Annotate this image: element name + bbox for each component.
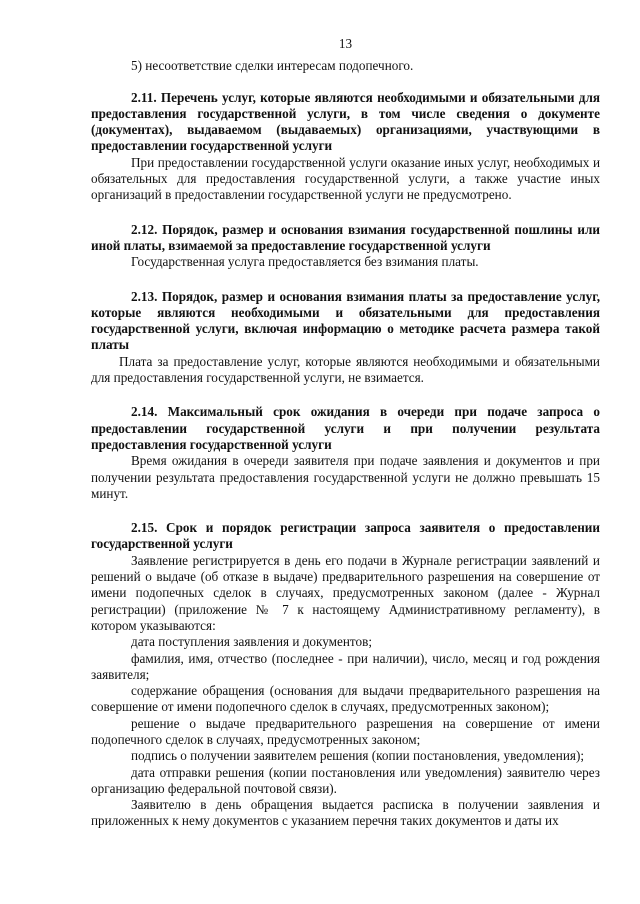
- section-paragraph: Государственная услуга предоставляется без взимания платы.: [131, 254, 479, 270]
- list-item: содержание обращения (основания для выдачи предварительного разрешения на совершение от имени подопечного сделок в случаях, предусмотренных законом);: [91, 683, 600, 715]
- list-item: подпись о получении заявителем решения (копии постановления, уведомления);: [131, 748, 584, 764]
- section-paragraph: Время ожидания в очереди заявителя при подаче заявления и документов и при получении результата предоставления государственной услуги не должно превышать 15 минут.: [91, 453, 600, 501]
- section-heading-2-15: 2.15. Срок и порядок регистрации запроса заявителя о предоставлении государственной услуги: [91, 520, 600, 552]
- section-paragraph: При предоставлении государственной услуги оказание иных услуг, необходимых и обязательных для предоставления государственной услуги, а также участие иных организаций в предоставлении государственной услуги не предусмотрено.: [91, 154, 600, 203]
- intro-line: 5) несоответствие сделки интересам подопечного.: [131, 58, 414, 74]
- section-paragraph: Заявителю в день обращения выдается расписка в получении заявления и приложенных к нему документов с указанием перечня таких документов и даты их: [91, 797, 600, 829]
- list-item: дата отправки решения (копии постановления или уведомления) заявителю через организацию федеральной почтовой связи).: [91, 764, 600, 796]
- list-item: дата поступления заявления и документов;: [131, 634, 372, 650]
- section-heading-2-11: 2.11. Перечень услуг, которые являются необходимыми и обязательными для предоставления государственной услуги, в том числе сведения о документе (документах), выдаваемом (выдаваемых) организациями, участвующими в предоставлении государственной услуги: [91, 89, 600, 154]
- section-heading-2-13: 2.13. Порядок, размер и основания взимания платы за предоставление услуг, которые являются необходимыми и обязательными для предоставления государственной услуги, включая информацию о методике расчета размера такой платы: [91, 288, 600, 353]
- list-item: решение о выдаче предварительного разрешения на совершение от имени подопечного сделок в случаях, предусмотренных законом;: [91, 715, 600, 747]
- section-paragraph: Заявление регистрируется в день его подачи в Журнале регистрации заявлений и решений о выдаче (об отказе в выдаче) предварительного разрешения на совершение от имени подопечных сделок в случаях, предусмотренных законом (далее - Журнал регистрации) (приложение № 7 к настоящему Административному регламенту), в котором указываются:: [91, 552, 600, 633]
- page-number: 13: [338, 36, 353, 51]
- section-heading-2-12: 2.12. Порядок, размер и основания взимания государственной пошлины или иной платы, взимаемой за предоставление государственной услуги: [91, 221, 600, 253]
- section-heading-2-14: 2.14. Максимальный срок ожидания в очереди при подаче запроса о предоставлении государственной услуги и при получении результата предоставления государственной услуги: [91, 404, 600, 452]
- section-paragraph: Плата за предоставление услуг, которые являются необходимыми и обязательными для предоставления государственной услуги, не взимается.: [91, 353, 600, 386]
- list-item: фамилия, имя, отчество (последнее - при наличии), число, месяц и год рождения заявителя;: [91, 650, 600, 682]
